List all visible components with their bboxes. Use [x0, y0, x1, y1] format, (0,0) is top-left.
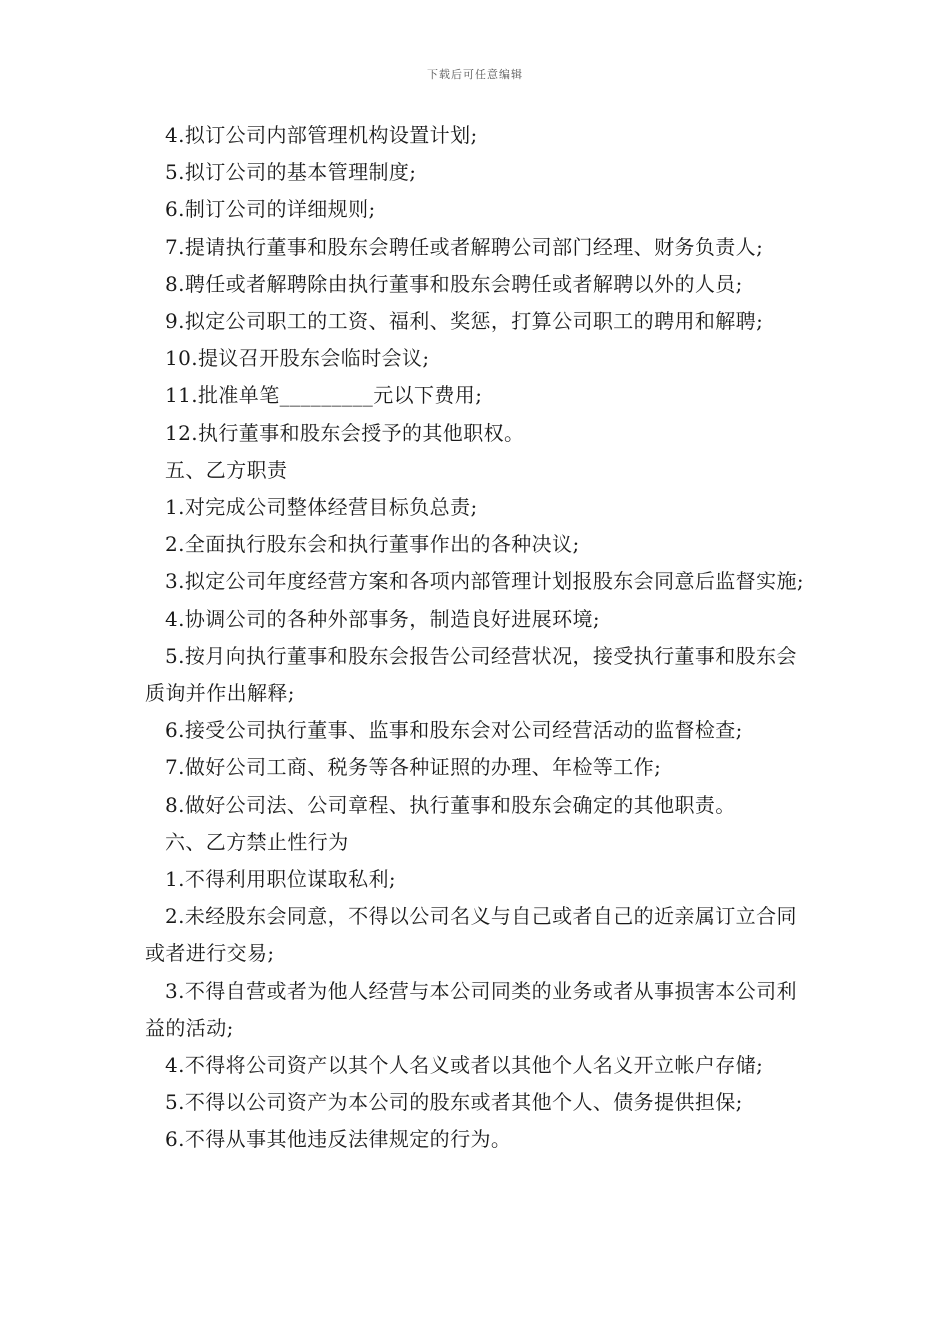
paragraph: 2.未经股东会同意，不得以公司名义与自己或者自己的近亲属订立合同或者进行交易;	[145, 904, 797, 966]
paragraph: 6.接受公司执行董事、监事和股东会对公司经营活动的监督检查;	[165, 718, 743, 743]
paragraph: 5.不得以公司资产为本公司的股东或者其他个人、债务提供担保;	[165, 1090, 743, 1115]
paragraph: 4.不得将公司资产以其个人名义或者以其他个人名义开立帐户存储;	[165, 1053, 764, 1078]
page-header: 下载后可任意编辑	[427, 68, 523, 81]
paragraph: 7.做好公司工商、税务等各种证照的办理、年检等工作;	[165, 755, 662, 780]
paragraph: 3.不得自营或者为他人经营与本公司同类的业务或者从事损害本公司利益的活动;	[145, 978, 797, 1040]
paragraph: 8.聘任或者解聘除由执行董事和股东会聘任或者解聘以外的人员;	[165, 271, 743, 296]
section-heading: 六、乙方禁止性行为	[165, 829, 349, 854]
paragraph: 1.不得利用职位谋取私利;	[165, 867, 397, 892]
paragraph: 6.制订公司的详细规则;	[165, 197, 376, 222]
paragraph: 8.做好公司法、公司章程、执行董事和股东会确定的其他职责。	[165, 792, 736, 817]
paragraph: 2.全面执行股东会和执行董事作出的各种决议;	[165, 532, 580, 557]
paragraph: 10.提议召开股东会临时会议;	[165, 346, 430, 371]
paragraph: 3.拟定公司年度经营方案和各项内部管理计划报股东会同意后监督实施;	[165, 569, 805, 594]
paragraph: 12.执行董事和股东会授予的其他职权。	[165, 420, 525, 445]
paragraph: 5.按月向执行董事和股东会报告公司经营状况，接受执行董事和股东会质询并作出解释;	[145, 643, 797, 706]
paragraph: 11.批准单笔_________元以下费用;	[165, 383, 483, 408]
paragraph: 1.对完成公司整体经营目标负总责;	[165, 495, 478, 520]
paragraph: 6.不得从事其他违反法律规定的行为。	[165, 1127, 512, 1152]
document-body	[145, 117, 815, 1159]
paragraph: 7.提请执行董事和股东会聘任或者解聘公司部门经理、财务负责人;	[165, 234, 764, 259]
paragraph: 4.拟订公司内部管理机构设置计划;	[165, 123, 478, 147]
paragraph: 5.拟订公司的基本管理制度;	[165, 160, 417, 185]
section-heading: 五、乙方职责	[165, 457, 288, 482]
paragraph: 4.协调公司的各种外部事务，制造良好进展环境;	[165, 606, 601, 631]
paragraph: 9.拟定公司职工的工资、福利、奖惩，打算公司职工的聘用和解聘;	[165, 309, 764, 334]
